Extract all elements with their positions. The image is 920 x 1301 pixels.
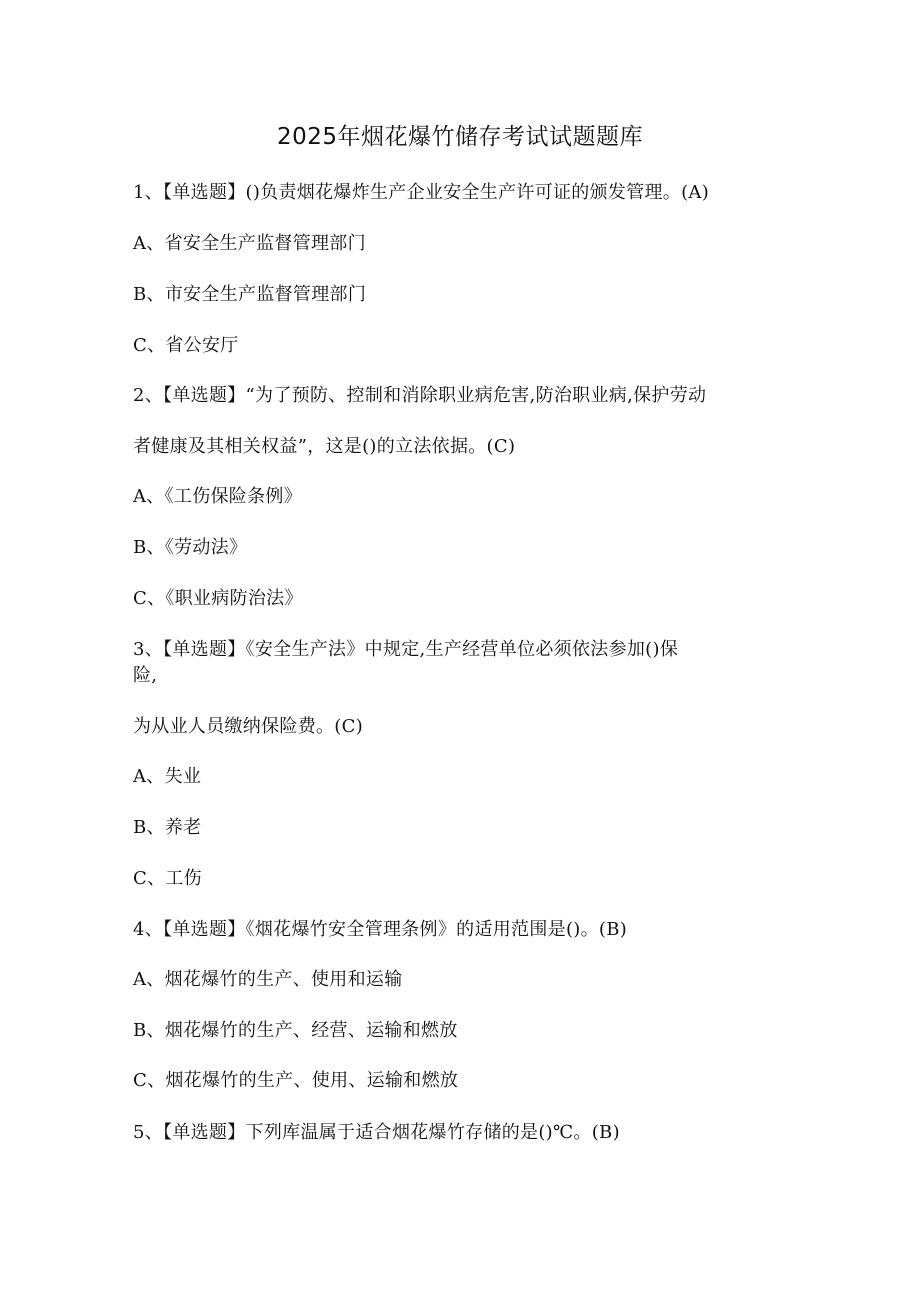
question-3-stem-line-2: 险, [133, 665, 158, 686]
question-3-option-c: C、工伤 [133, 868, 202, 889]
question-4-stem: 4、【单选题】《烟花爆竹安全管理条例》的适用范围是()。(B) [133, 919, 628, 940]
question-4-option-c: C、烟花爆竹的生产、使用、运输和燃放 [133, 1070, 459, 1091]
question-3-stem-line-1: 3、【单选题】《安全生产法》中规定,生产经营单位必须依法参加()保 [133, 639, 679, 660]
question-3-option-b: B、养老 [133, 817, 202, 838]
question-4-option-b: B、烟花爆竹的生产、经营、运输和燃放 [133, 1020, 458, 1041]
question-5-stem: 5、【单选题】下列库温属于适合烟花爆竹存储的是()℃。(B) [133, 1122, 620, 1143]
question-3-option-a: A、失业 [133, 766, 202, 787]
question-2-option-c: C、《职业病防治法》 [133, 588, 303, 609]
question-1-stem: 1、【单选题】()负责烟花爆炸生产企业安全生产许可证的颁发管理。(A) [133, 182, 710, 203]
question-2-option-a: A、《工伤保险条例》 [133, 486, 302, 507]
question-1-option-a: A、省安全生产监督管理部门 [133, 233, 366, 254]
question-2-stem-line-1: 2、【单选题】“为了预防、控制和消除职业病危害,防治职业病,保护劳动 [133, 385, 707, 406]
document-title: 2025年烟花爆竹储存考试试题题库 [276, 124, 644, 150]
question-2-stem-line-2: 者健康及其相关权益”，这是()的立法依据。(C) [133, 436, 516, 457]
question-2-option-b: B、《劳动法》 [133, 537, 248, 558]
question-1-option-c: C、省公安厅 [133, 335, 239, 356]
question-3-stem-line-3: 为从业人员缴纳保险费。(C) [133, 716, 364, 737]
question-4-option-a: A、烟花爆竹的生产、使用和运输 [133, 969, 403, 990]
question-1-option-b: B、市安全生产监督管理部门 [133, 284, 367, 305]
